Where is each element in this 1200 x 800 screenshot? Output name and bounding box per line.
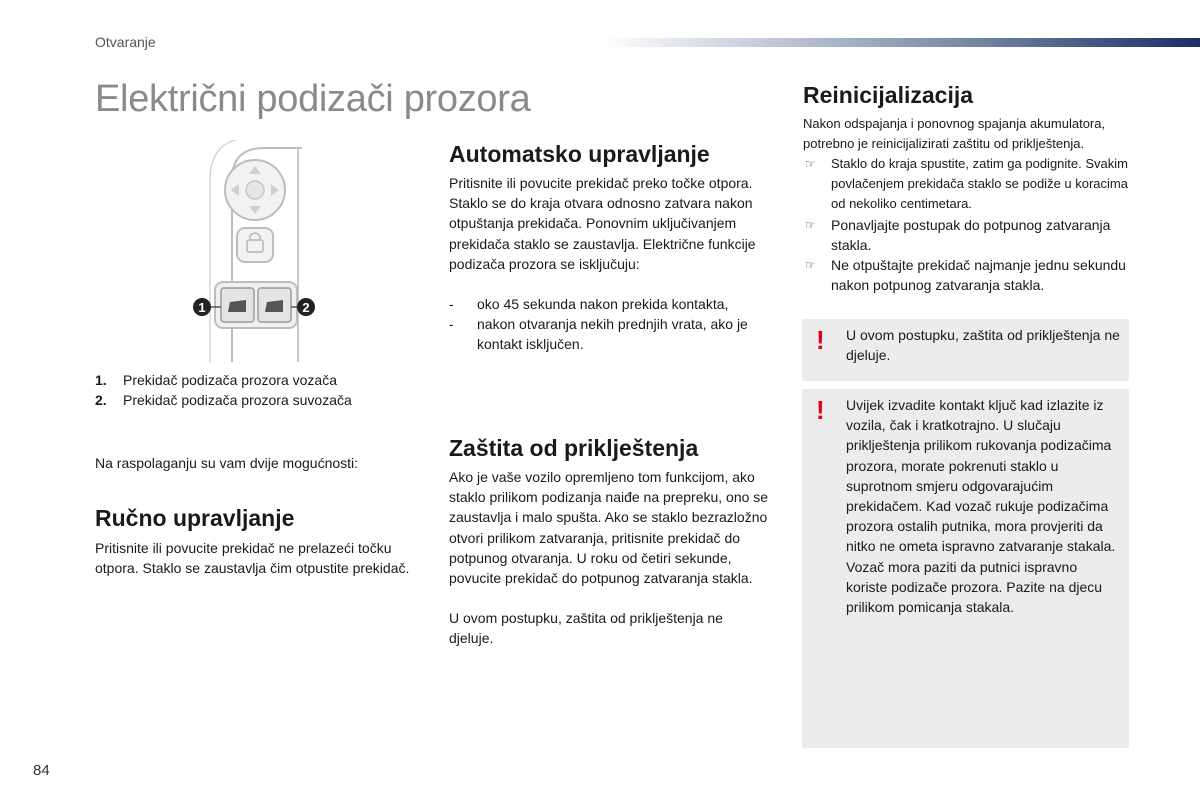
automatic-conditions-list [449,294,769,355]
caption-text: Prekidač podizača prozora suvozača [123,392,352,409]
page-title: Električni podizači prozora [95,78,531,120]
automatic-text: Pritisnite ili povucite prekidač preko točke otpora. Staklo se do kraja otvara odnosno zatvara nakon otpuštanja prekidača. Ponovnim uključivanjem prekidača staklo se zaustavlja. Električne funkcije podizača prozora se isključuju: [449,175,756,272]
list-item-text: Ne otpuštajte prekidač najmanje jednu sekundu nakon potpunog zatvaranja stakla. [831,257,1126,294]
list-item [449,294,769,314]
warning-text: U ovom postupku, zaštita od priklještenja ne djeluje. [846,327,1120,364]
list-item [803,255,1133,295]
list-item [449,314,769,354]
callout-2-label: 2 [302,300,310,315]
anti-pinch-text: Ako je vaše vozilo opremljeno tom funkcijom, ako staklo prilikom podizanja naiđe na prepreku, ono se zaustavlja i malo spušta. Ako se staklo bezrazložno otvori prilikom zatvaranja, pritisnite prekidač do potpunog otvaranja. U roku od četiri sekunde, povucite prekidač do potpunog zatvaranja stakla. [449,469,769,587]
anti-pinch-text-2: U ovom postupku, zaštita od priklještenja ne djeluje. [449,610,723,647]
hand-pointer-icon: ☞ [805,157,816,171]
page-number: 84 [33,762,50,779]
warning-box [802,319,1129,381]
list-item [803,154,1133,215]
window-switch-panel-illustration [190,140,330,365]
list-item [803,215,1133,255]
dash-marker: - [449,316,454,333]
hand-pointer-icon: ☞ [805,258,816,273]
manual-heading: Ručno upravljanje [95,505,295,531]
intro-text: Na raspolaganju su vam dvije mogućnosti: [95,455,359,471]
warning-box [802,389,1129,748]
list-item-text: Staklo do kraja spustite, zatim ga podignite. Svakim povlačenjem prekidača staklo se podiže u koracima od nekoliko centimetara. [831,156,1128,212]
list-item-text: nakon otvaranja nekih prednjih vrata, ako je kontakt isključen. [477,316,748,353]
anti-pinch-heading: Zaštita od priklještenja [449,435,699,461]
caption-item [95,390,415,410]
section-label: Otvaranje [95,34,156,50]
list-item-text: Ponavljajte postupak do potpunog zatvaranja stakla. [831,216,1111,253]
hand-pointer-icon: ☞ [805,217,816,232]
mirror-control-icon [225,160,285,220]
callout-1-label: 1 [198,300,206,315]
header-gradient-bar [603,38,1200,47]
caption-text: Prekidač podizača prozora vozača [123,372,338,388]
reinit-steps-list [803,154,1133,295]
dash-marker: - [449,296,454,312]
caption-number: 1. [95,372,107,388]
list-item-text: oko 45 sekunda nakon prekida kontakta, [477,296,729,312]
child-lock-switch-icon [237,228,273,262]
reinit-heading: Reinicijalizacija [803,82,974,108]
window-switch-1-icon [221,288,254,322]
automatic-heading: Automatsko upravljanje [449,141,710,167]
caption-number: 2. [95,392,107,409]
caption-item [95,370,415,390]
window-switch-2-icon [258,288,291,322]
manual-text: Pritisnite ili povucite prekidač ne prelazeći točku otpora. Staklo se zaustavlja čim otpustite prekidač. [95,540,410,577]
warning-icon: ! [816,325,825,355]
reinit-text: Nakon odspajanja i ponovnog spajanja akumulatora, potrebno je reinicijalizirati zaštitu od priklještenja. [803,116,1106,152]
figure-caption-list [95,370,415,410]
warning-text: Uvijek izvadite kontakt ključ kad izlazite iz vozila, čak i kratkotrajno. U slučaju priklještenja prilikom rukovanja podizačima prozora, morate pokrenuti staklo u suprotnom smjeru odgovarajućim prekidačem. Kad vozač rukuje podizačima prozora ostalih putnika, mora provjeriti da nitko ne ometa ispravno zatvaranje stakala. Vozač mora paziti da putnici ispravno koriste podizače prozora. Pazite na djecu prilikom pomicanja stakala. [846,397,1116,616]
warning-icon: ! [816,395,825,425]
